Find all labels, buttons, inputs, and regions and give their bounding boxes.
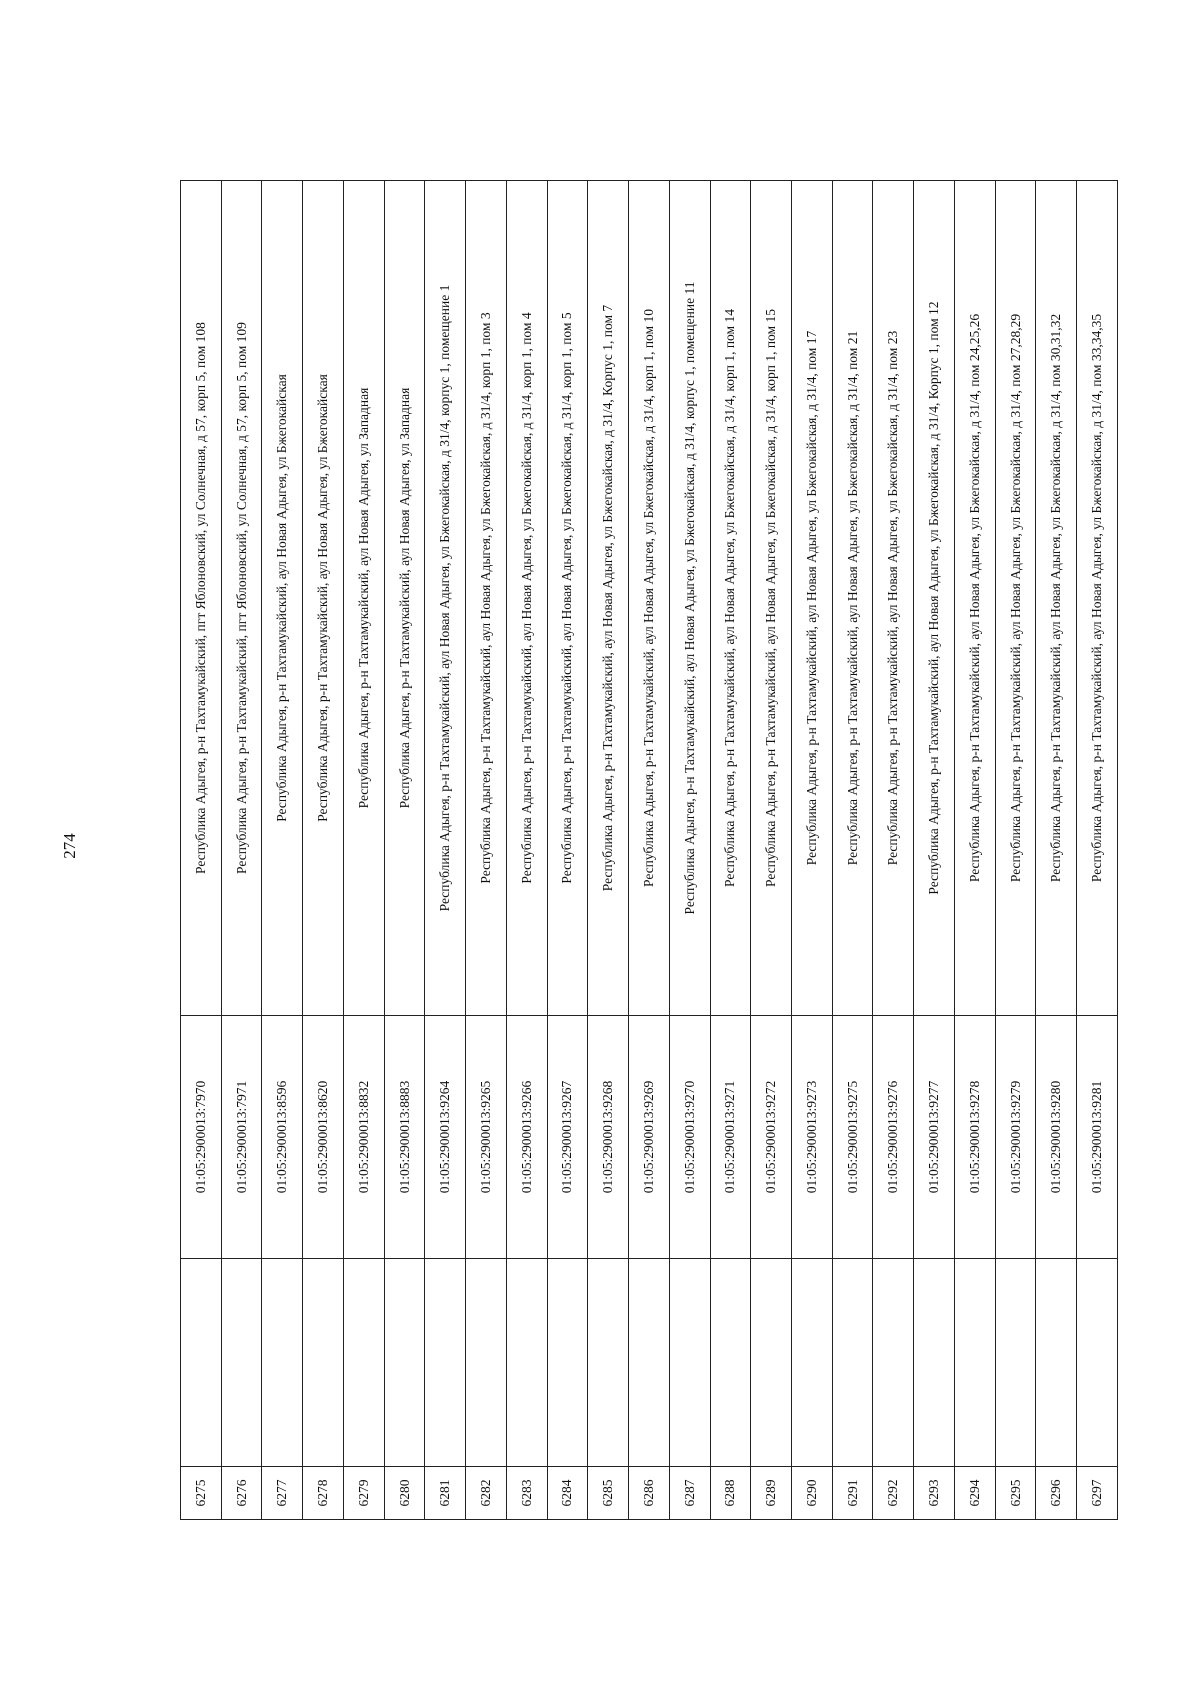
table-row (832, 181, 873, 1520)
cadastral-number-cell: 01:05:2900013:8620 (303, 1016, 344, 1259)
address-cell: Республика Адыгея, р-н Тахтамукайский, аул Новая Адыгея, ул Бжегокайская (303, 181, 344, 1016)
row-number-cell: 6282 (466, 1467, 507, 1520)
address-cell: Республика Адыгея, р-н Тахтамукайский, пгт Яблоновский, ул Солнечная, д 57, корп 5, пом 109 (221, 181, 262, 1016)
row-number-cell: 6283 (506, 1467, 547, 1520)
address-cell: Республика Адыгея, р-н Тахтамукайский, аул Новая Адыгея, ул Бжегокайская, д 31/4, корпус 1, помещение 1 (425, 181, 466, 1016)
table-row (1036, 181, 1077, 1520)
row-number-cell: 6296 (1036, 1467, 1077, 1520)
empty-cell (751, 1259, 792, 1467)
row-number-cell: 6284 (547, 1467, 588, 1520)
empty-cell (588, 1259, 629, 1467)
row-number-cell: 6295 (995, 1467, 1036, 1520)
empty-cell (1036, 1259, 1077, 1467)
table-row (629, 181, 670, 1520)
address-cell: Республика Адыгея, р-н Тахтамукайский, аул Новая Адыгея, ул Бжегокайская, д 31/4, корп 1, пом 10 (629, 181, 670, 1016)
empty-cell (954, 1259, 995, 1467)
table-row (425, 181, 466, 1520)
address-cell: Республика Адыгея, р-н Тахтамукайский, аул Новая Адыгея, ул Бжегокайская, д 31/4, корп 1, пом 3 (466, 181, 507, 1016)
empty-cell (873, 1259, 914, 1467)
empty-cell (669, 1259, 710, 1467)
empty-cell (303, 1259, 344, 1467)
row-number-cell: 6278 (303, 1467, 344, 1520)
empty-cell (262, 1259, 303, 1467)
cadastral-number-cell: 01:05:2900013:9265 (466, 1016, 507, 1259)
row-number-cell: 6289 (751, 1467, 792, 1520)
cadastral-number-cell: 01:05:2900013:9279 (995, 1016, 1036, 1259)
address-cell: Республика Адыгея, р-н Тахтамукайский, аул Новая Адыгея, ул Бжегокайская, д 31/4, пом 30,31,32 (1036, 181, 1077, 1016)
cadastral-number-cell: 01:05:2900013:9276 (873, 1016, 914, 1259)
address-cell: Республика Адыгея, р-н Тахтамукайский, аул Новая Адыгея, ул Бжегокайская (262, 181, 303, 1016)
row-number-cell: 6287 (669, 1467, 710, 1520)
cadastral-number-cell: 01:05:2900013:9269 (629, 1016, 670, 1259)
address-cell: Республика Адыгея, р-н Тахтамукайский, аул Новая Адыгея, ул Бжегокайская, д 31/4, корпус 1, помещение 11 (669, 181, 710, 1016)
address-cell: Республика Адыгея, р-н Тахтамукайский, пгт Яблоновский, ул Солнечная, д 57, корп 5, пом 108 (181, 181, 222, 1016)
records-table-body (181, 181, 1118, 1520)
empty-cell (547, 1259, 588, 1467)
row-number-cell: 6280 (384, 1467, 425, 1520)
row-number-cell: 6290 (792, 1467, 833, 1520)
row-number-cell: 6294 (954, 1467, 995, 1520)
cadastral-number-cell: 01:05:2900013:9271 (710, 1016, 751, 1259)
cadastral-number-cell: 01:05:2900013:9268 (588, 1016, 629, 1259)
cadastral-number-cell: 01:05:2900013:9280 (1036, 1016, 1077, 1259)
address-cell: Республика Адыгея, р-н Тахтамукайский, аул Новая Адыгея, ул Бжегокайская, д 31/4, корп 1, пом 14 (710, 181, 751, 1016)
table-row (710, 181, 751, 1520)
rotated-table-container (180, 180, 1118, 1520)
table-row (873, 181, 914, 1520)
empty-cell (384, 1259, 425, 1467)
table-row (588, 181, 629, 1520)
table-row (669, 181, 710, 1520)
address-cell: Республика Адыгея, р-н Тахтамукайский, аул Новая Адыгея, ул Бжегокайская, д 31/4, пом 23 (873, 181, 914, 1016)
row-number-cell: 6292 (873, 1467, 914, 1520)
address-cell: Республика Адыгея, р-н Тахтамукайский, аул Новая Адыгея, ул Бжегокайская, д 31/4, пом 33,34,35 (1077, 181, 1118, 1016)
row-number-cell: 6276 (221, 1467, 262, 1520)
address-cell: Республика Адыгея, р-н Тахтамукайский, аул Новая Адыгея, ул Бжегокайская, д 31/4, пом 21 (832, 181, 873, 1016)
table-row (506, 181, 547, 1520)
table-row (954, 181, 995, 1520)
table-row (221, 181, 262, 1520)
address-cell: Республика Адыгея, р-н Тахтамукайский, аул Новая Адыгея, ул Бжегокайская, д 31/4, корп 1, пом 5 (547, 181, 588, 1016)
cadastral-number-cell: 01:05:2900013:9264 (425, 1016, 466, 1259)
address-cell: Республика Адыгея, р-н Тахтамукайский, аул Новая Адыгея, ул Бжегокайская, д 31/4, корп 1, пом 4 (506, 181, 547, 1016)
table-row (751, 181, 792, 1520)
address-cell: Республика Адыгея, р-н Тахтамукайский, аул Новая Адыгея, ул Бжегокайская, д 31/4, пом 17 (792, 181, 833, 1016)
row-number-cell: 6286 (629, 1467, 670, 1520)
empty-cell (343, 1259, 384, 1467)
empty-cell (1077, 1259, 1118, 1467)
address-cell: Республика Адыгея, р-н Тахтамукайский, аул Новая Адыгея, ул Бжегокайская, д 31/4, пом 24,25,26 (954, 181, 995, 1016)
address-cell: Республика Адыгея, р-н Тахтамукайский, аул Новая Адыгея, ул Бжегокайская, д 31/4, Корпус 1, пом 7 (588, 181, 629, 1016)
address-cell: Республика Адыгея, р-н Тахтамукайский, аул Новая Адыгея, ул Западная (343, 181, 384, 1016)
page-number: 274 (60, 833, 79, 859)
table-row (343, 181, 384, 1520)
empty-cell (181, 1259, 222, 1467)
row-number-cell: 6293 (914, 1467, 955, 1520)
address-cell: Республика Адыгея, р-н Тахтамукайский, аул Новая Адыгея, ул Бжегокайская, д 31/4, Корпус 1, пом 12 (914, 181, 955, 1016)
cadastral-number-cell: 01:05:2900013:9281 (1077, 1016, 1118, 1259)
cadastral-number-cell: 01:05:2900013:9266 (506, 1016, 547, 1259)
empty-cell (832, 1259, 873, 1467)
row-number-cell: 6275 (181, 1467, 222, 1520)
cadastral-number-cell: 01:05:2900013:9273 (792, 1016, 833, 1259)
table-row (995, 181, 1036, 1520)
row-number-cell: 6288 (710, 1467, 751, 1520)
cadastral-number-cell: 01:05:2900013:8832 (343, 1016, 384, 1259)
cadastral-number-cell: 01:05:2900013:7970 (181, 1016, 222, 1259)
address-cell: Республика Адыгея, р-н Тахтамукайский, аул Новая Адыгея, ул Бжегокайская, д 31/4, пом 27,28,29 (995, 181, 1036, 1016)
empty-cell (792, 1259, 833, 1467)
empty-cell (221, 1259, 262, 1467)
table-row (262, 181, 303, 1520)
cadastral-number-cell: 01:05:2900013:8883 (384, 1016, 425, 1259)
table-row (914, 181, 955, 1520)
table-row (547, 181, 588, 1520)
table-row (1077, 181, 1118, 1520)
cadastral-number-cell: 01:05:2900013:9277 (914, 1016, 955, 1259)
cadastral-number-cell: 01:05:2900013:9270 (669, 1016, 710, 1259)
empty-cell (995, 1259, 1036, 1467)
records-table (180, 180, 1118, 1520)
row-number-cell: 6279 (343, 1467, 384, 1520)
empty-cell (425, 1259, 466, 1467)
row-number-cell: 6281 (425, 1467, 466, 1520)
table-row (792, 181, 833, 1520)
row-number-cell: 6285 (588, 1467, 629, 1520)
address-cell: Республика Адыгея, р-н Тахтамукайский, аул Новая Адыгея, ул Западная (384, 181, 425, 1016)
empty-cell (506, 1259, 547, 1467)
empty-cell (710, 1259, 751, 1467)
empty-cell (466, 1259, 507, 1467)
cadastral-number-cell: 01:05:2900013:9278 (954, 1016, 995, 1259)
table-row (384, 181, 425, 1520)
cadastral-number-cell: 01:05:2900013:9275 (832, 1016, 873, 1259)
cadastral-number-cell: 01:05:2900013:9272 (751, 1016, 792, 1259)
address-cell: Республика Адыгея, р-н Тахтамукайский, аул Новая Адыгея, ул Бжегокайская, д 31/4, корп 1, пом 15 (751, 181, 792, 1016)
empty-cell (914, 1259, 955, 1467)
cadastral-number-cell: 01:05:2900013:9267 (547, 1016, 588, 1259)
cadastral-number-cell: 01:05:2900013:8596 (262, 1016, 303, 1259)
table-row (303, 181, 344, 1520)
table-row (181, 181, 222, 1520)
row-number-cell: 6297 (1077, 1467, 1118, 1520)
row-number-cell: 6277 (262, 1467, 303, 1520)
row-number-cell: 6291 (832, 1467, 873, 1520)
cadastral-number-cell: 01:05:2900013:7971 (221, 1016, 262, 1259)
table-row (466, 181, 507, 1520)
empty-cell (629, 1259, 670, 1467)
